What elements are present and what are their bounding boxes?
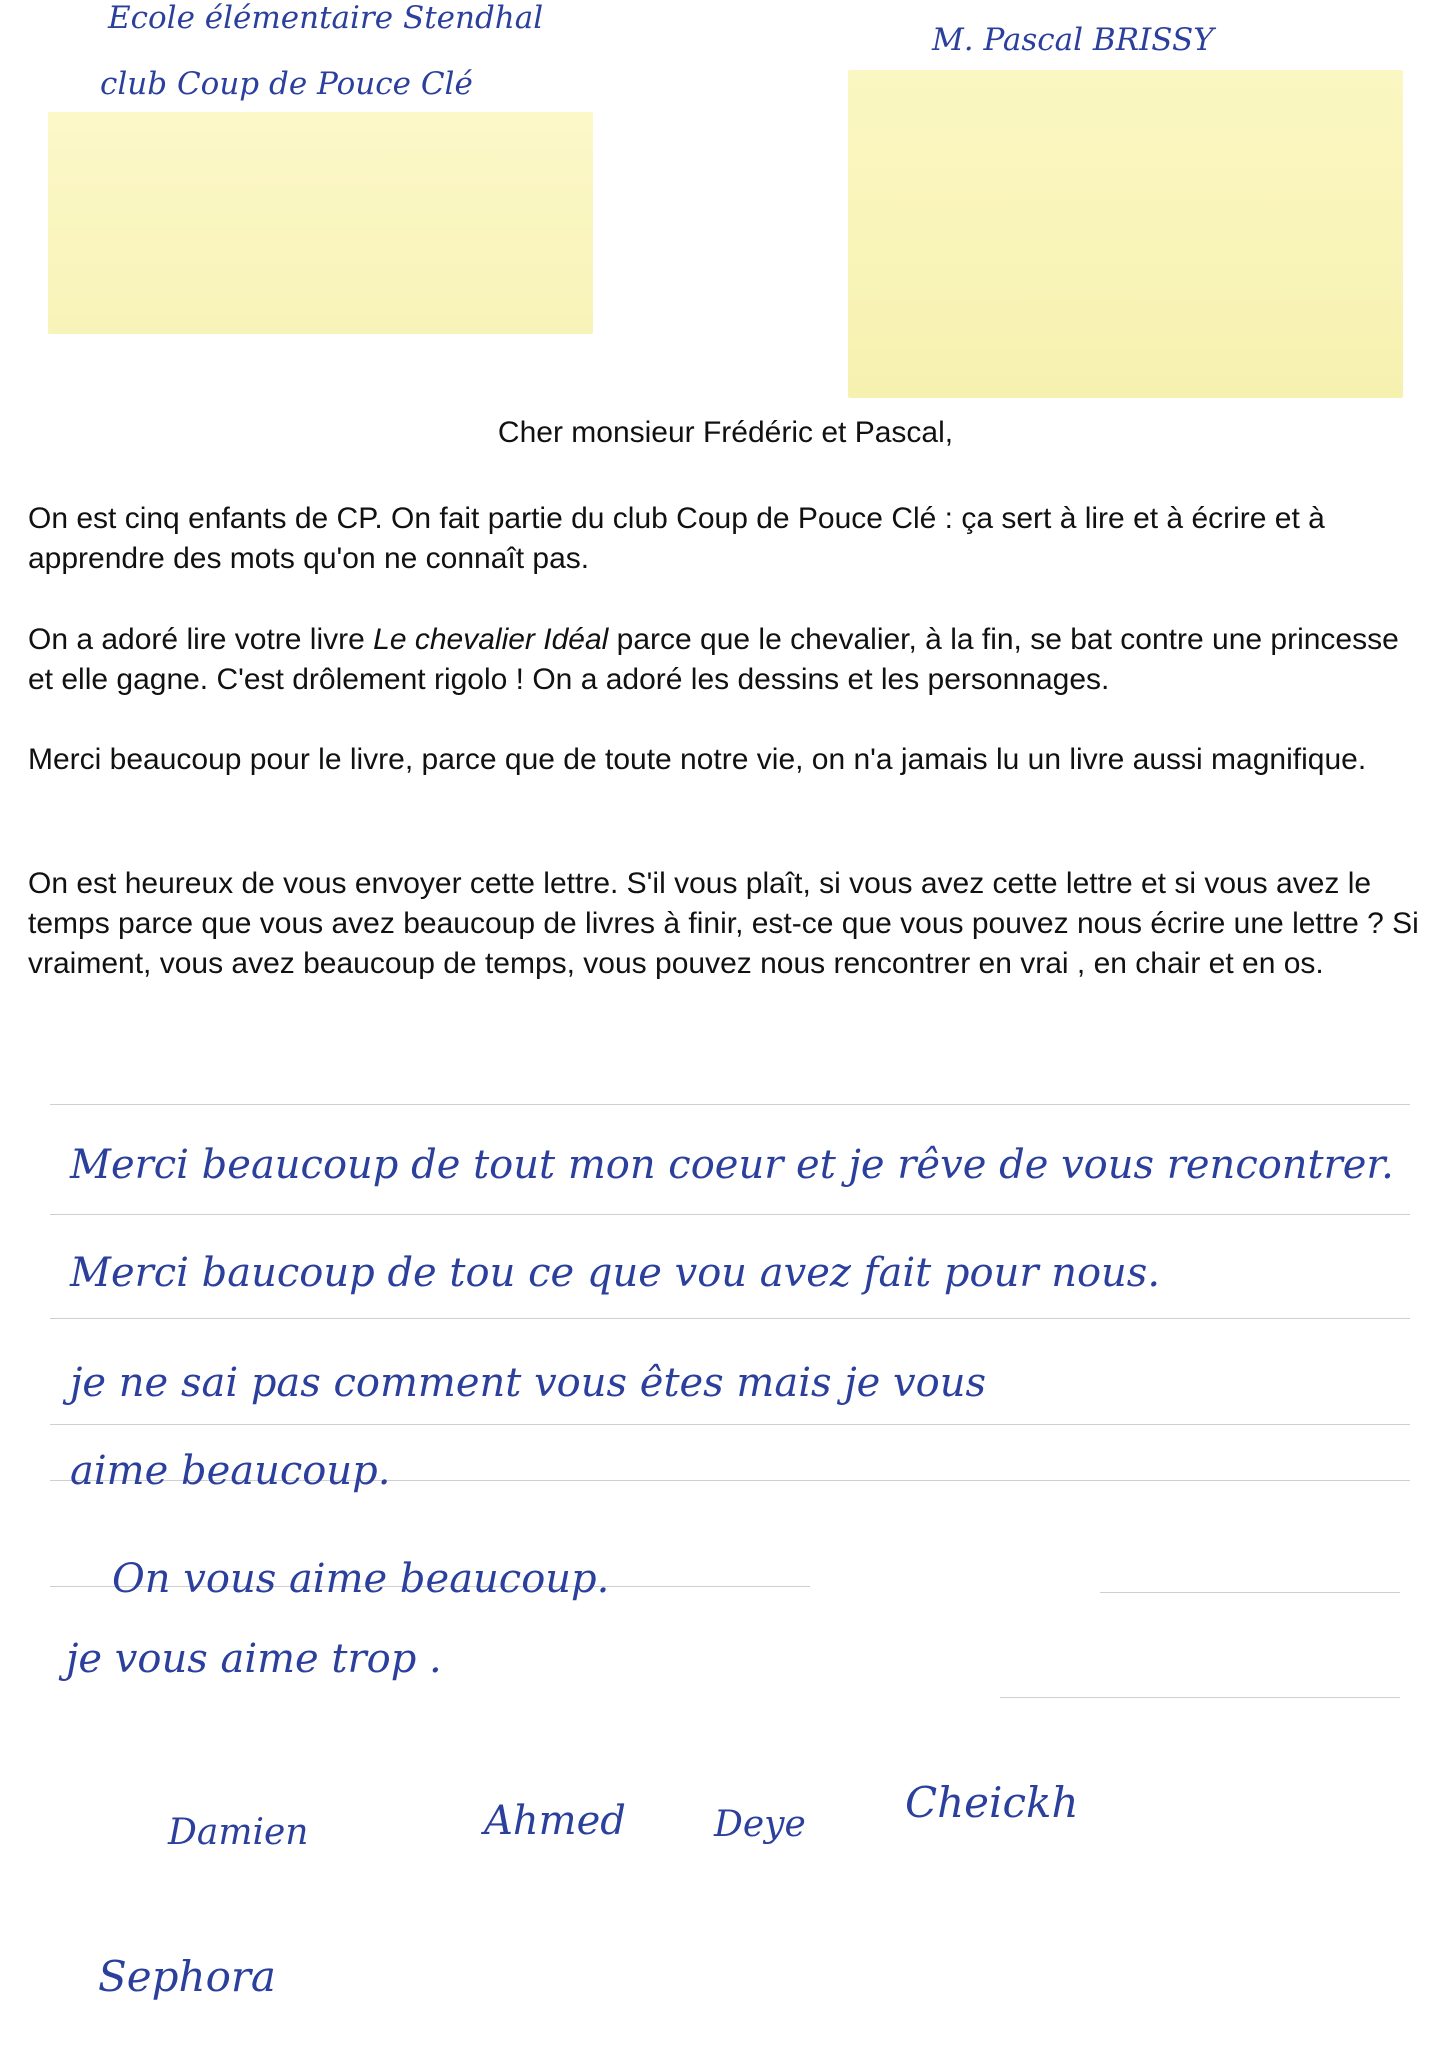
ruled-line [50, 1214, 1410, 1215]
handwritten-line-5: On vous aime beaucoup. [112, 1556, 610, 1602]
signature-cheickh: Cheickh [905, 1778, 1079, 1827]
letter-paragraph-2 [28, 620, 1423, 700]
signature-deye: Deye [714, 1804, 806, 1845]
letter-paragraph-3: Merci beaucoup pour le livre, parce que de toute notre vie, on n'a jamais lu un livre aussi magnifique. [28, 743, 1367, 776]
signature-ahmed: Ahmed [484, 1798, 626, 1844]
school-name: Ecole élémentaire Stendhal [108, 0, 544, 36]
handwritten-line-1: Merci beaucoup de tout mon coeur et je rêve de vous rencontrer. [70, 1142, 1394, 1188]
handwritten-line-2: Merci baucoup de tou ce que vou avez fait pour nous. [70, 1250, 1161, 1296]
ruled-line [50, 1318, 1410, 1319]
letter-paragraph-1: On est cinq enfants de CP. On fait partie du club Coup de Pouce Clé : ça sert à lire et à écrire et à apprendre des mots qu'on ne connaît pas. [28, 502, 1325, 575]
ruled-line [50, 1104, 1410, 1105]
book-title: Le chevalier Idéal [373, 623, 609, 656]
sticky-note-right [848, 70, 1403, 398]
signature-damien: Damien [168, 1812, 309, 1853]
ruled-line [1000, 1697, 1400, 1698]
sticky-note-left [48, 112, 593, 334]
handwritten-line-3: je ne sai pas comment vous êtes mais je vous [70, 1360, 986, 1406]
handwritten-line-4: aime beaucoup. [70, 1448, 391, 1494]
ruled-line [1100, 1592, 1400, 1593]
paragraph-2-end: parce que le chevalier, à la fin, se bat contre une princesse et elle gagne. C'est drôlement rigolo ! On a adoré les dessins et les personnages. [28, 623, 1399, 696]
recipient-name: M. Pascal BRISSY [932, 22, 1214, 58]
signature-sephora: Sephora [98, 1952, 276, 2001]
letter-paragraph-4: On est heureux de vous envoyer cette lettre. S'il vous plaît, si vous avez cette lettre et si vous avez le temps parce que vous avez beaucoup de livres à finir, est-ce que vous pouvez nous écrire une lettre ? Si vraiment, vous avez beaucoup de temps, vous pouvez nous rencontrer en vrai , en chair et en os. [28, 867, 1419, 980]
handwritten-line-6: je vous aime trop . [66, 1636, 442, 1682]
letter-salutation: Cher monsieur Frédéric et Pascal, [497, 416, 954, 449]
club-name: club Coup de Pouce Clé [100, 66, 473, 102]
paragraph-2-start: On a adoré lire votre livre [28, 623, 374, 656]
ruled-line [50, 1424, 1410, 1425]
